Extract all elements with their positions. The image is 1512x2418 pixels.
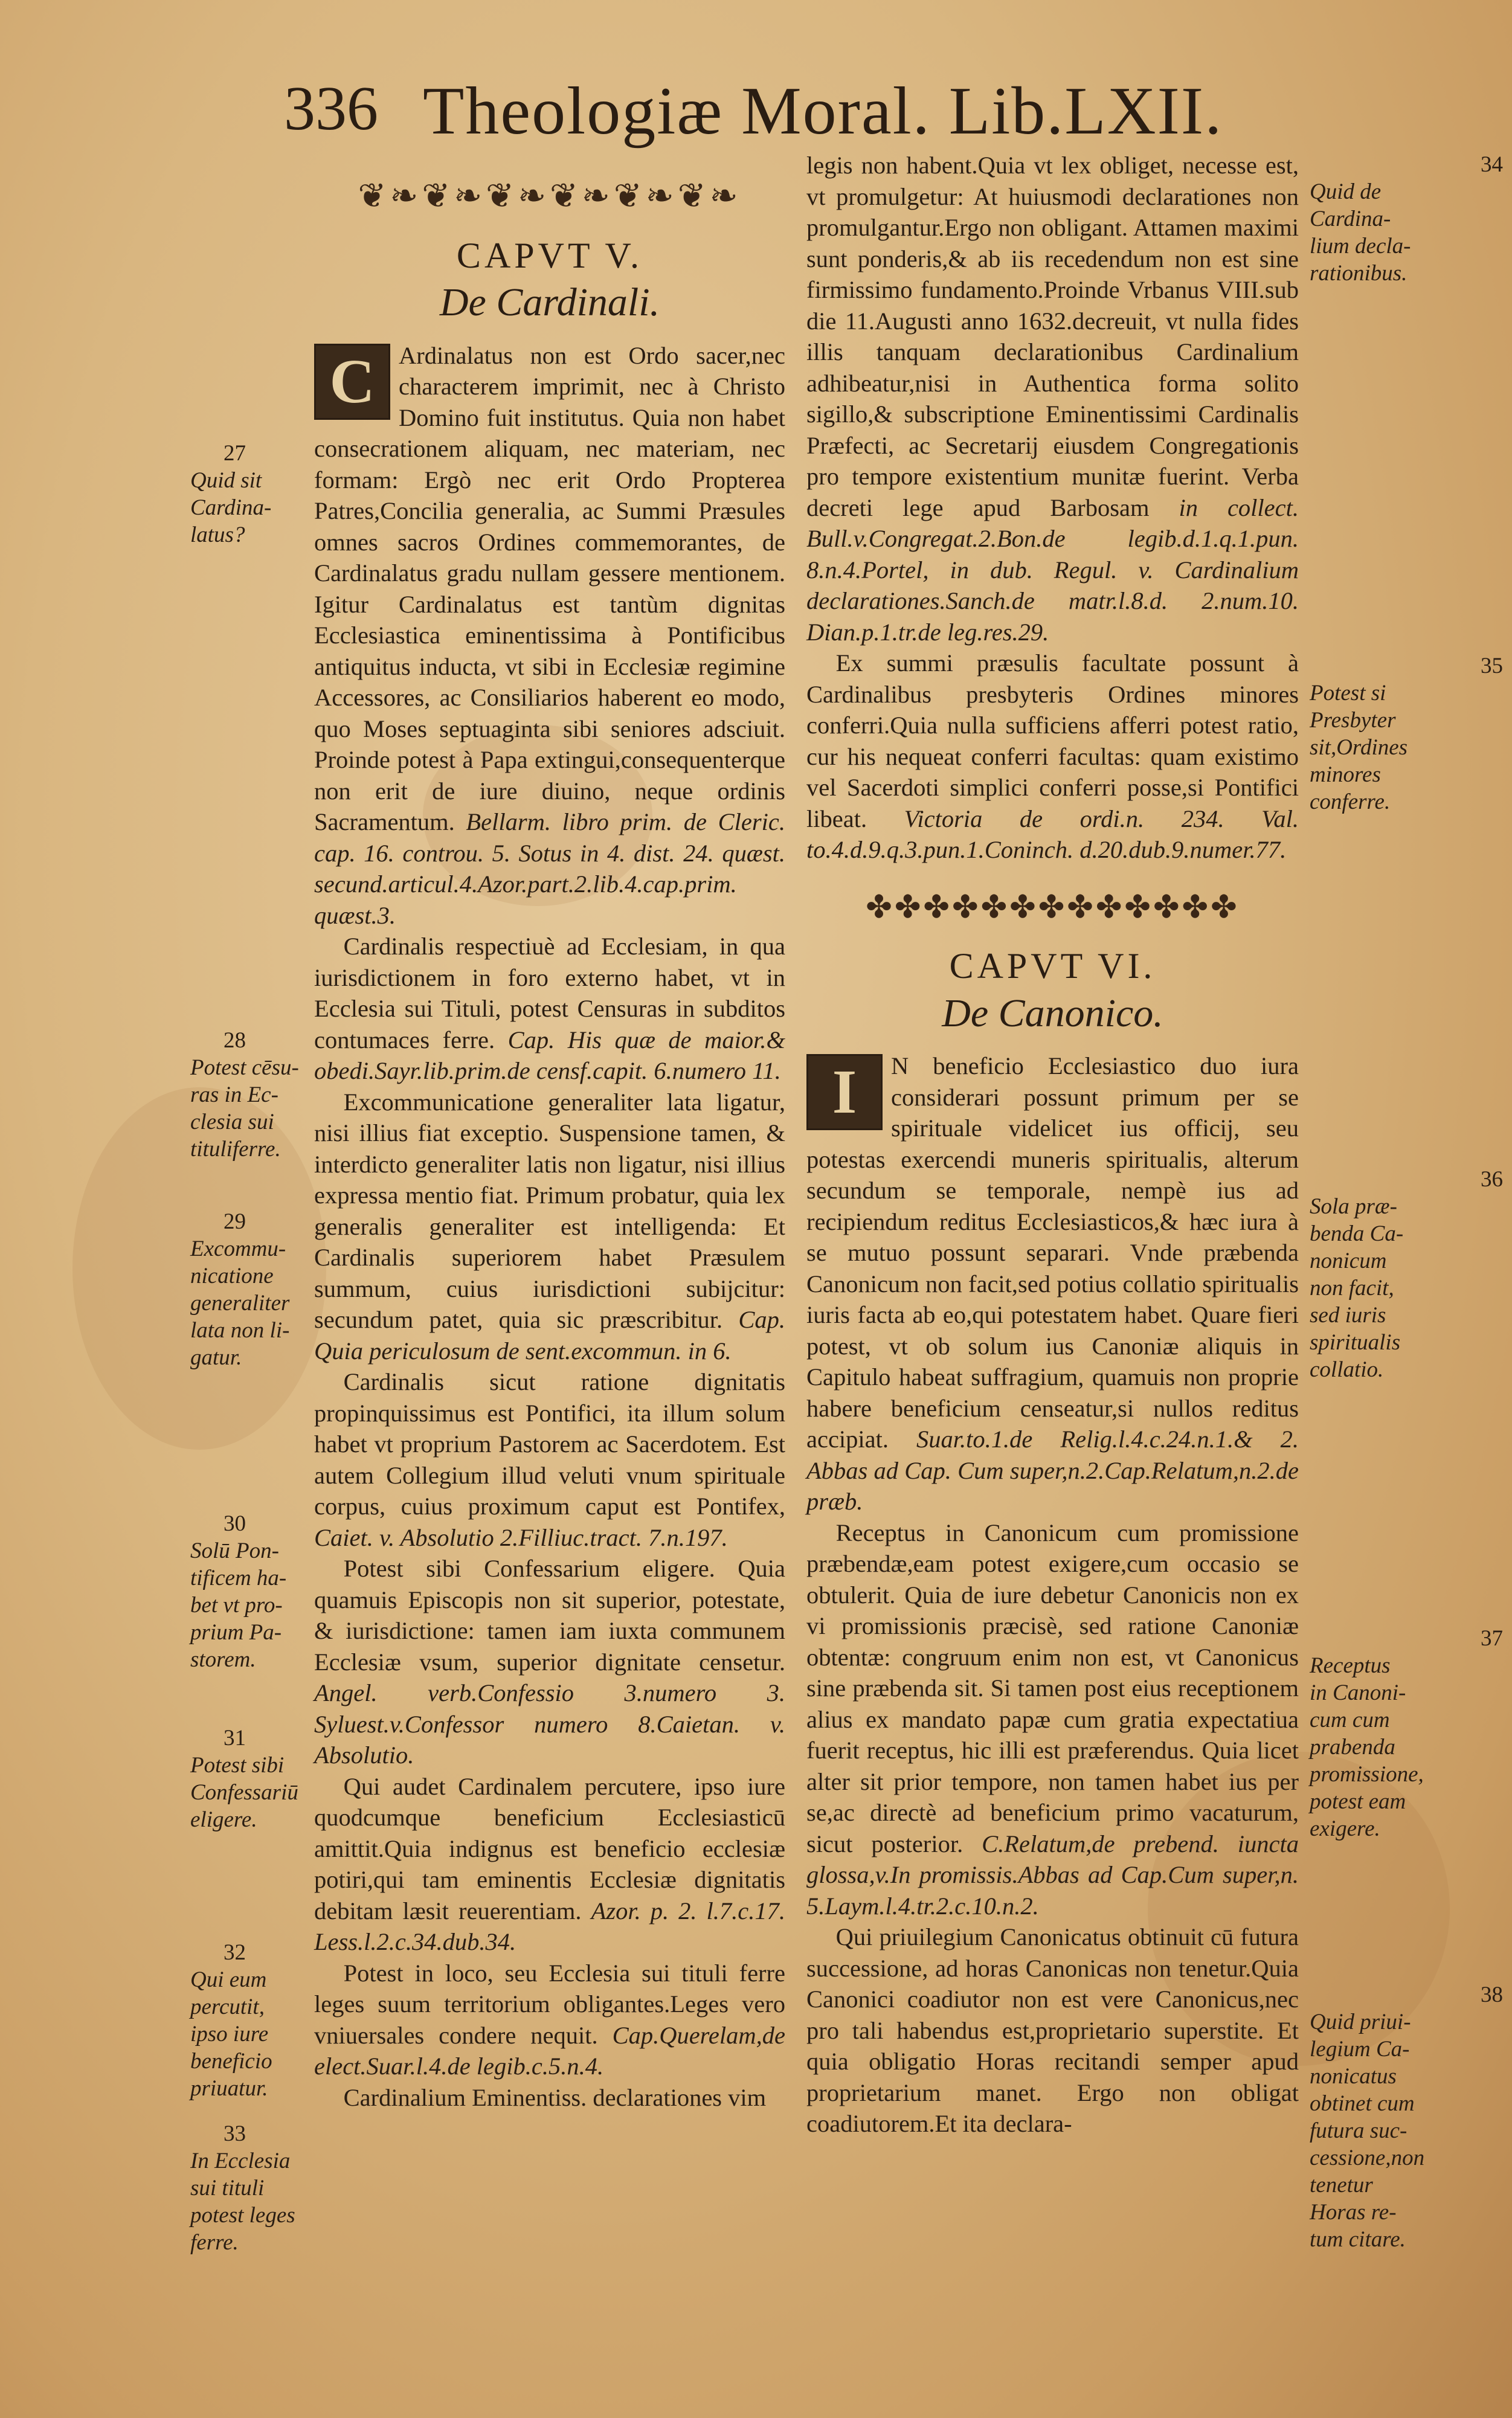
paragraph-text: Ex summi præsulis facultate possunt à Cardinalibus presbyteris Ordines minores conferri.Quia nulla sufficiens afferri potest ratio, cur his nequeat conferri facultas: quam existimo vel Sacerdoti simplici conferri posse,si Pontifici libeat.: [806, 649, 1299, 832]
paragraph-text: Cardinalium Eminentiss. declarationes vim: [343, 2083, 767, 2111]
margin-note-line: Horas re-: [1310, 2200, 1397, 2225]
page-header: [284, 72, 1223, 151]
citation: Caiet. v. Absolutio 2.Filliuc.tract. 7.n.197.: [314, 1523, 728, 1551]
running-title: Theologiæ Moral. Lib.LXII.: [423, 74, 1223, 149]
paragraph: [314, 1366, 785, 1553]
margin-note-number: 36: [1481, 1167, 1503, 1192]
margin-note-line: storem.: [190, 1647, 256, 1672]
paragraph-text: Ardinalatus non est Ordo sacer,nec characterem imprimit, nec à Christo Domino fuit institutus. Quia non habet consecrationem aliquam, nec materiam, nec formam: Ergò nec erit Ordo Propterea Patres,Concilia generalia, ac Summi Præsules omnes sacros Ordines commemorantes, de Cardinalatus gradu nullam gessere mentionem. Igitur Cardinalatus est tantùm dignitas Ecclesiastica eminentissima à Pontificibus antiquitus inducta, vt sibi in Ecclesiæ regimine Accessores, ac Consiliarios haberent eo modo, quo Moses septuaginta sibi seniores adsciuit. Proinde potest à Papa extingui,consequenterque non erit de iure diuino, neque ordinis Sacramentum.: [314, 341, 785, 835]
margin-note-line: Cardina-: [1310, 207, 1391, 231]
paragraph: [314, 340, 785, 931]
margin-note-line: tificem ha-: [190, 1566, 287, 1590]
chapter-title: CAPVT V.: [456, 235, 643, 275]
paragraph: [314, 1771, 785, 1958]
margin-note-number: 34: [1481, 152, 1503, 177]
margin-note-number: 32: [224, 1940, 246, 1965]
margin-note-line: Qui eum: [190, 1967, 267, 1992]
ornament-band: ❦❧❦❧❦❧❦❧❦❧❦❧: [358, 181, 742, 213]
paragraph-text: Cardinalis respectiuè ad Ecclesiam, in qua iurisdictionem in foro externo habet, vt in Ecclesia sui Tituli, potest Censuras in subditos contumaces ferre.: [314, 933, 785, 1053]
paragraph-text: Qui priuilegium Canonicatus obtinuit cū futura successione, ad horas Canonicas non tenetur.Quia Canonici coadiutor non est vere Canonicus,nec pro tali habendus est,proprietario superstite. Et quia obligatio Horas recitandi semper apud proprietarium manet. Ergo non obligat coadiutorem.Et ita declara-: [806, 1923, 1299, 2137]
margin-note-line: Potest sibi: [190, 1753, 285, 1778]
chapter-title: CAPVT VI.: [949, 946, 1156, 986]
margin-note-line: priuatur.: [190, 2076, 268, 2101]
margin-note-line: conferre.: [1310, 789, 1391, 814]
citation: Angel. verb.Confessio 3.numero 3. Syluest.v.Confessor numero 8.Caietan. v. Absolutio.: [314, 1679, 785, 1769]
margin-note-line: Presbyter: [1310, 708, 1396, 733]
margin-note-line: potest leges: [190, 2203, 295, 2228]
margin-note-line: Confessariū: [190, 1780, 298, 1805]
margin-note-line: generaliter: [190, 1291, 290, 1316]
margin-note-line: promissione,: [1310, 1762, 1424, 1787]
margin-note-line: clesia sui: [190, 1110, 274, 1134]
margin-note-number: 37: [1481, 1626, 1503, 1651]
margin-note-line: obtinet cum: [1310, 2091, 1415, 2116]
margin-note-number: 33: [224, 2121, 246, 2146]
paragraph-text: Qui audet Cardinalem percutere, ipso iure quodcumque beneficium Ecclesiasticū amittit.Quia indignus est beneficio ecclesiæ potiri,qui tam eminentis Ecclesiæ dignitatis debitam læsit reuerentiam.: [314, 1772, 785, 1924]
margin-note-38: [1310, 1981, 1503, 2253]
margin-note-line: potest eam: [1310, 1789, 1406, 1814]
margin-note-line: Cardina-: [190, 495, 272, 520]
citation: Victoria de ordi.n. 234. Val. to.4.d.9.q.3.pun.1.Coninch. d.20.dub.9.numer.77.: [806, 805, 1299, 863]
margin-note-line: latus?: [190, 523, 245, 547]
left-column: [314, 181, 785, 2113]
margin-note-line: legium Ca-: [1310, 2037, 1410, 2062]
margin-note-line: prium Pa-: [190, 1620, 282, 1645]
margin-note-36: [1310, 1166, 1503, 1383]
margin-note-number: 29: [224, 1209, 246, 1234]
paragraph: [806, 150, 1299, 648]
paragraph-text: N beneficio Ecclesiastico duo iura considerari possunt primum per se spirituale videlicet ius officij, seu potestas exercendi muneris spiritualis, alterum secundum se temporale, nempè ius ad recipiendum reditus Ecclesiasticos,& hæc iura à se mutuo possunt separari. Vnde præbenda Canonicum non facit,sed potius collatio spiritualis iuris facta ab eo,qui potestatem habet. Quare fieri potest, vt ob solum ius Canoniæ aliquis in Capitulo habeat suffragium, quamuis non proprie habere beneficium censeatur,si nullos reditus accipiat.: [806, 1052, 1299, 1453]
margin-note-line: ipso iure: [190, 2022, 269, 2047]
margin-note-number: 27: [224, 441, 246, 466]
citation: C.Relatum,de prebend. iuncta glossa,v.In promissis.Abbas ad Cap.Cum super,n. 5.Laym.l.4.tr.2.c.10.n.2.: [806, 1830, 1299, 1920]
margin-note-number: 38: [1481, 1982, 1503, 2007]
paragraph: [806, 1517, 1299, 1922]
paragraph: [314, 1958, 785, 2082]
margin-note-line: minores: [1310, 762, 1381, 787]
citation: in collect. Bull.v.Congregat.2.Bon.de legib.d.1.q.1.pun. 8.n.4.Portel, in dub. Regul. v. Cardinalium declarationes.Sanch.de matr.l.8.d. 2.num.10. Dian.p.1.tr.de leg.res.29.: [806, 494, 1299, 646]
margin-note-35: [1310, 652, 1503, 815]
margin-note-line: rationibus.: [1310, 261, 1407, 286]
margin-note-line: futura suc-: [1310, 2118, 1407, 2143]
margin-note-37: [1310, 1625, 1503, 1842]
margin-note-number: 35: [1481, 654, 1503, 678]
paragraph-text: Receptus in Canonicum cum promissione præbendæ,eam potest exigere,cum occasio se obtulerit. Quia de iure debetur Canonicis non ex vi promissionis præcisè, sed ratione Canoniæ obtentæ: congruum enim non est, vt Canonicus sine præbenda sit. Si tamen post eius receptionem alius ex mandato papæ cum gratia expectatiua fuerit receptus, hic illi est præferendus. Quia licet alter sit prior tempore, non tamen habet ius per se,ac directè ad beneficium primo vacaturum, sicut posterior.: [806, 1519, 1299, 1857]
margin-note-line: lium decla-: [1310, 234, 1411, 259]
margin-note-line: tituliferre.: [190, 1137, 281, 1162]
margin-note-27: [190, 440, 311, 548]
margin-note-29: [190, 1208, 311, 1371]
paragraph: [314, 1087, 785, 1367]
margin-note-line: Quid priui-: [1310, 2010, 1411, 2034]
margin-note-line: Quid sit: [190, 468, 262, 493]
margin-note-line: cessione,non: [1310, 2146, 1425, 2170]
margin-note-line: nicatione: [190, 1264, 274, 1288]
dropcap: I: [806, 1054, 883, 1130]
margin-note-line: In Ecclesia: [190, 2149, 291, 2173]
paragraph-text: legis non habent.Quia vt lex obliget, necesse est, vt promulgetur: At huiusmodi declarationes non promulgantur.Ergo non obligant. Attamen maximi sunt ponderis,& ab iis recedendum non est sine firmissimo fundamento.Proinde Vrbanus VIII.sub die 11.Augusti anno 1632.decreuit, vt nulla fides illis tanquam declarationibus Cardinalium adhibeatur,nisi in Authentica forma solito sigillo,& subscriptione Eminentissimi Cardinalis Præfecti, ac Secretarij eiusdem Congregationis pro tempore existentium munitæ fuerint. Verba decreti lege apud Barbosam: [806, 152, 1299, 521]
margin-note-line: Quid de: [1310, 179, 1382, 204]
citation: Suar.to.1.de Relig.l.4.c.24.n.1.& 2. Abbas ad Cap. Cum super,n.2.Cap.Relatum,n.2.de præb.: [806, 1426, 1299, 1515]
margin-note-line: Receptus: [1310, 1653, 1391, 1678]
margin-note-line: lata non li-: [190, 1318, 290, 1343]
margin-note-28: [190, 1027, 311, 1163]
paragraph: [806, 1921, 1299, 2140]
margin-note-34: [1310, 151, 1503, 287]
margin-note-line: Potest cēsu-: [190, 1055, 299, 1080]
margin-note-line: prabenda: [1310, 1735, 1395, 1760]
margin-note-line: bet vt pro-: [190, 1593, 283, 1618]
margin-note-line: gatur.: [190, 1345, 242, 1370]
paragraph: [314, 1553, 785, 1771]
paragraph-text: Potest sibi Confessarium eligere. Quia quamuis Episcopis non sit superior, potestate, & iurisdictione: tamen iam iuxta communem Ecclesiæ vsum, superior dignitate censetur.: [314, 1555, 785, 1676]
margin-note-number: 31: [224, 1726, 246, 1751]
margin-note-line: tenetur: [1310, 2173, 1373, 2198]
paragraph: [314, 2082, 785, 2114]
margin-note-line: benda Ca-: [1310, 1221, 1404, 1246]
margin-note-line: sit,Ordines: [1310, 735, 1408, 760]
citation: Bellarm. libro prim. de Cleric. cap. 16. controu. 5. Sotus in 4. dist. 24. quæst. secund.articul.4.Azor.part.2.lib.4.cap.prim. quæst.3.: [314, 808, 785, 929]
paragraph-text: Excommunicatione generaliter lata ligatur, nisi illius fiat exceptio. Suspensione tamen, & interdicto generaliter latis non ligatur, nisi illius expressa mentio fiat. Primum probatur, quia lex generalis generaliter est intelligenda: Et Cardinalis superiorem habet Præsulem summum, cuius iurisdictioni subijcitur: secundum patet, quia sic præscribitur.: [314, 1088, 785, 1333]
margin-note-line: Solū Pon-: [190, 1539, 279, 1563]
margin-note-32: [190, 1939, 311, 2102]
right-column: [806, 150, 1299, 2140]
chapter-subtitle: De Canonico.: [942, 991, 1163, 1035]
citation: Cap. His quæ de maior.& obedi.Sayr.lib.prim.de censf.capit. 6.numero 11.: [314, 1026, 786, 1084]
margin-note-30: [190, 1510, 311, 1673]
margin-note-line: nonicatus: [1310, 2064, 1397, 2089]
paragraph-text: Potest in loco, seu Ecclesia sui tituli ferre leges suum territorium obligantes.Leges vero vniuersales condere nequit.: [314, 1959, 785, 2049]
margin-note-line: percutit,: [190, 1995, 265, 2019]
paragraph: [314, 931, 785, 1087]
dropcap: C: [314, 344, 390, 420]
paragraph: [806, 648, 1299, 866]
margin-note-line: non facit,: [1310, 1276, 1394, 1301]
margin-note-line: beneficio: [190, 2049, 272, 2074]
ornament-band: ✤✤✤✤✤✤✤✤✤✤✤✤✤: [866, 892, 1240, 923]
margin-note-line: tum citare.: [1310, 2227, 1406, 2252]
paragraph: [806, 1050, 1299, 1517]
margin-note-31: [190, 1725, 311, 1833]
margin-note-line: ras in Ec-: [190, 1082, 278, 1107]
citation: Cap. Quia periculosum de sent.excommun. in 6.: [314, 1306, 786, 1365]
page-number: 336: [284, 74, 378, 143]
margin-note-line: Potest si: [1310, 681, 1386, 706]
citation: Cap.Querelam,de elect.Suar.l.4.de legib.c.5.n.4.: [314, 2021, 786, 2080]
margin-note-line: cum cum: [1310, 1708, 1390, 1732]
margin-note-line: Excommu-: [190, 1236, 286, 1261]
margin-note-33: [190, 2120, 311, 2256]
margin-note-line: in Canoni-: [1310, 1680, 1406, 1705]
margin-note-line: collatio.: [1310, 1357, 1384, 1382]
paragraph-text: Cardinalis sicut ratione dignitatis propinquissimus est Pontifici, ita illum solum habet vt proprium Pastorem ac Sacerdotem. Est autem Collegium illud veluti vnum spirituale corpus, cuius proximum caput est Pontifex,: [314, 1368, 785, 1520]
margin-note-line: spiritualis: [1310, 1330, 1401, 1355]
chapter-subtitle: De Cardinali.: [439, 280, 660, 324]
margin-note-line: exigere.: [1310, 1816, 1380, 1841]
margin-note-number: 30: [224, 1511, 246, 1536]
margin-note-line: Sola præ-: [1310, 1194, 1397, 1219]
margin-note-line: sed iuris: [1310, 1303, 1386, 1328]
margin-note-line: sui tituli: [190, 2176, 265, 2201]
margin-note-number: 28: [224, 1028, 246, 1053]
citation: Azor. p. 2. l.7.c.17. Less.l.2.c.34.dub.34.: [314, 1897, 786, 1955]
margin-note-line: eligere.: [190, 1807, 257, 1832]
margin-note-line: ferre.: [190, 2230, 239, 2255]
margin-note-line: nonicum: [1310, 1249, 1387, 1273]
